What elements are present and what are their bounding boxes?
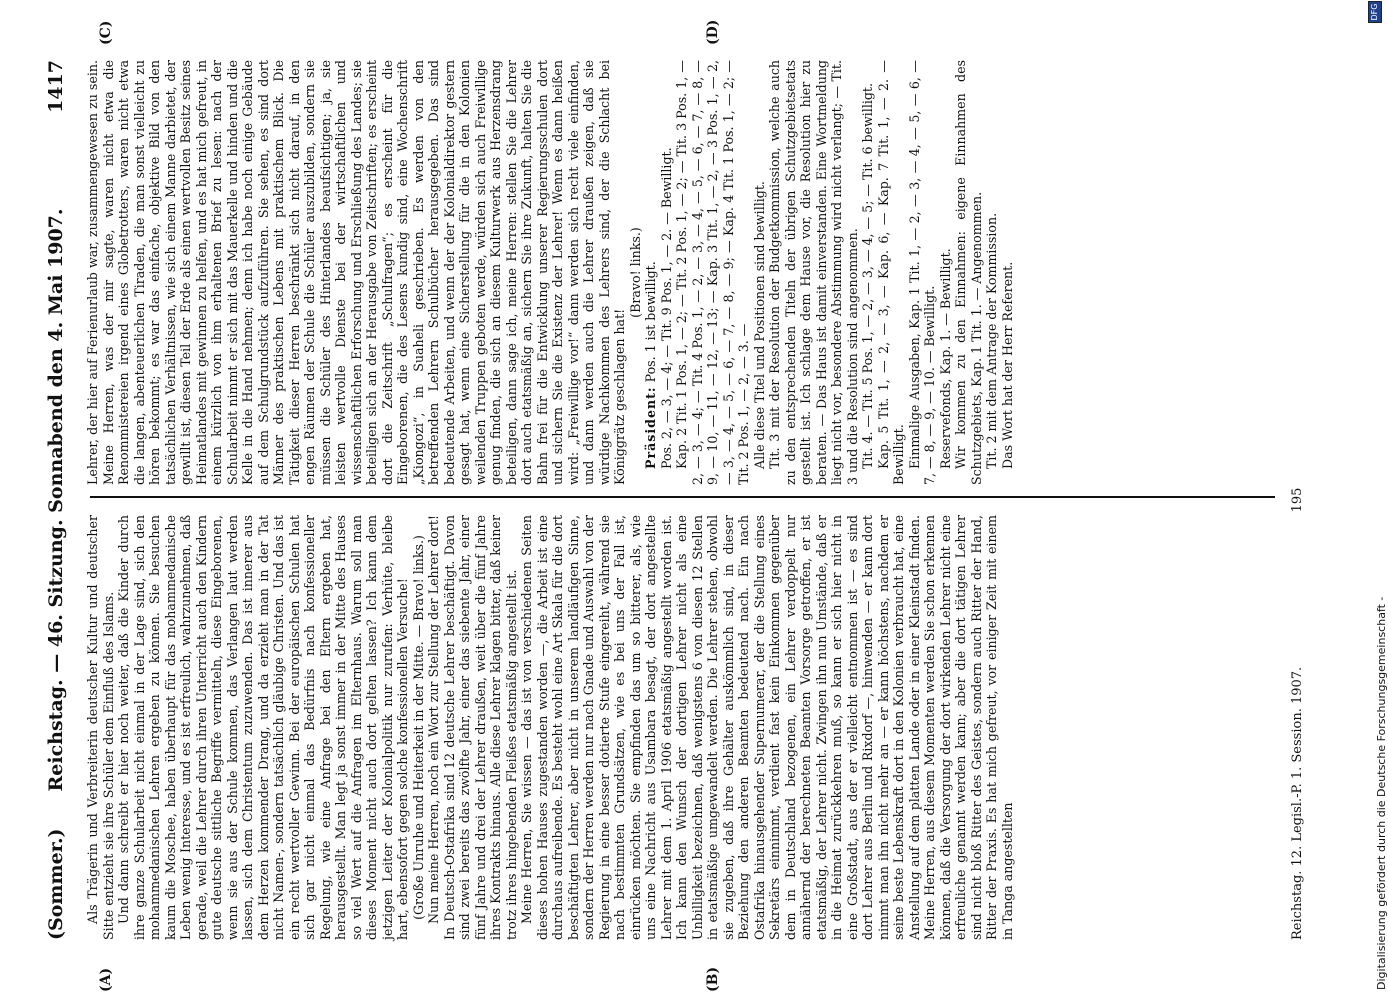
margin-marker-c: (C) — [98, 20, 114, 45]
margin-marker-a: (A) — [98, 967, 114, 992]
vote-item: Tit. 3 mit der Resolution der Budgetkommission, welche auch zu den entsprechenden Titeln der übrigen Schutzgebietsetats gestellt ist. Ich schlage dem Hause vor, die Resolution hier zu beraten. — Das Haus ist damit einverstanden. Eine Wortmeldung liegt nicht vor, besondere Abstimmung wird nicht verlangt; — Tit. 3 und die Resolution sind angenommen. — [767, 60, 860, 485]
header-left: (Sommer.) — [45, 828, 67, 940]
vote-item: Einmalige Ausgaben, Kap. 1 Tit. 1, — 2, — 3, — 4, — 5, — 6, — 7, — 8, — 9, — 10. — Bewilligt. — [906, 60, 937, 485]
speaker-label: Präsident: — [643, 386, 658, 469]
paragraph: Meine Herren, Sie wissen — das ist von verschiedenen Seiten dieses hohen Hauses zugestanden worden —, die Arbeit ist eine durchaus aufreibende. Es besteht wohl eine Art Skala für die dort beschäftigten Lehrer, aber nicht in unserem landläufigen Sinne, sondern der Herren werden nur nach Gnade und Auswahl von der Regierung in eine besser dotierte Stufe eingereiht, während sie nach bestimmten Grundsätzen, wie es bei uns der Fall ist, einrücken möchten. Sie empfinden das um so bitterer, als, wie uns eine Nachricht aus Usambara besagt, der dort angestellte Lehrer mit dem 1. April 1906 etatsmäßig angestellt worden ist. Ich kann den Wunsch der dortigen Lehrer nicht als eine Unbilligkeit bezeichnen, daß wenigstens 6 von diesen 12 Stellen in etatsmäßige umgewandelt werden. Die Lehrer stehen, obwohl sie zugeben, daß ihre Gehälter auskömmlich sind, in dieser Beziehung den anderen Beamten bedeutend nach. Ein nach Ostafrika hinausgehender Supernumerar, der die Stellung eines Sekretärs einnimmt, verdient fast kein Einkommen gegenüber dem in Deutschland bezogenen, ein Lehrer verdoppelt nur annähernd der berechneten Beamten Vorsorge getroffen, er ist etatsmäßig, der Lehrer nicht. Zwingen ihn nun Umstände, daß er in die Heimat zurückkehren muß, so kann er sich hier nicht in eine Großstadt, aus der er vielleicht entnommen ist — es sind dort Lehrer aus Berlin und Rixdorf —, hinwenden — er kann dort nimmt man ihn nicht mehr an — er kann höchstens, nachdem er seine beste Lebenskraft dort in den Kolonien verbraucht hat, eine Anstellung auf dem platten Lande oder in einer Kleinstadt finden. Meine Herren, aus diesem Momenten werden Sie schon erkennen können, daß die Versorgung der dort wirkenden Lehrer nicht eine erfreuliche genannt werden kann; aber die dort tätigen Lehrer sind nicht bloß Ritter des Geistes, sondern auch Ritter der Hand, Ritter der Praxis. Es hat mich gefreut, vor einiger Zeit mit einem in Tanga angestellten — [519, 515, 1015, 940]
interjection: (Große Unruhe und Heiterkeit in der Mitte. — Bravo! links.) — [410, 535, 426, 920]
vote-item: Pos. 2, — 3, — 4; — Tit. 9 Pos. 1, — 2. — Bewilligt. — [658, 147, 674, 469]
margin-marker-d: (D) — [705, 19, 721, 45]
page-header — [45, 60, 75, 940]
margin-marker-b: (B) — [705, 966, 721, 992]
interjection: (Bravo! links.) — [627, 227, 643, 318]
footer-left: Reichstag. 12. Legisl.-P. 1. Session. 1907. — [1290, 666, 1305, 940]
paragraph: Nun meine Herren, noch ein Wort zur Stellung der Lehrer dort! In Deutsch-Ostafrika sind 12 deutsche Lehrer beschäftigt. Davon sind zwei bereits das zwölfte Jahr, einer das siebente Jahr, einer fünf Jahre und drei der Lehrer draußen, weit über die fünf Jahre ihres Kontrakts hinaus. Alle diese Lehrer klagen bitter, daß keiner trotz ihres hingebenden Fleißes etatsmäßig angestellt ist. — [426, 515, 519, 940]
speaker-text: Pos. 1 ist bewilligt. — [643, 261, 658, 383]
text-columns — [85, 60, 1280, 940]
vote-item: Wir kommen zu den Einnahmen: eigene Einnahmen des Schutzgebiets, Kap. 1 Tit. 1. — Angenommen. — [953, 60, 984, 485]
vote-item: Kap. 5 Tit. 1, — 2, — 3, — Kap. 6, — Kap. 7 Tit. 1, — 2. — Bewilligt. — [875, 60, 906, 485]
vote-item: Das Wort hat der Herr Referent. — [999, 261, 1015, 469]
header-title: Reichstag. — 46. Sitzung. Sonnabend den 4. Mai 1907. — [45, 208, 67, 792]
page-number: 1417 — [45, 60, 67, 113]
vote-item: Kap. 2 Tit. 1 Pos. 1, — 2; — Tit. 2 Pos. 1, — 2; — Tit. 3 Pos. 1, — 2, — 3, — 4; — Tit. 4 Pos. 1, — 2, — 3, — 4, — 5, — 6, — 7, — 8, — 9, — 10, — 11, — 12, — 13; — Kap. 3 Tit. 1, — 2, — 3 Pos. 1, — 2, — 3, — 4, — 5, — 6, — 7, — 8, — 9; — Kap. 4 Tit. 1 Pos. 1, — 2; — Tit. 2 Pos. 1, — 2, — 3. — — [674, 60, 751, 485]
vote-item: Tit. 4. — Tit. 5 Pos. 1, — 2, — 3, — 4, — 5; — Tit. 6 bewilligt. — [860, 83, 875, 469]
vote-item: Alle diese Titel und Positionen sind bewilligt. — [751, 181, 767, 469]
paragraph: Als Trägerin und Verbreiterin deutscher Kultur und deutscher Sitte entzieht sie ihre Schüler dem Einfluß des Islams. — [85, 515, 116, 940]
digitization-credit: Digitalisierung gefördert durch die Deutsche Forschungsgemeinschaft - — [1375, 596, 1388, 990]
dfg-logo-icon: DFG — [1368, 1, 1382, 23]
left-column — [85, 515, 1280, 940]
right-column — [85, 60, 1280, 485]
vote-item: Tit. 2 mit dem Antrage der Kommission. — [984, 212, 999, 469]
vote-item: Reservefonds, Kap. 1. — Bewilligt. — [937, 248, 953, 469]
president-statement — [643, 60, 659, 485]
footer-page-number: 195 — [1290, 487, 1305, 513]
paragraph: Lehrer, der hier auf Ferienurlaub war, zusammengewesen zu sein. Meine Herren, was der mir sagte, waren nicht etwa die Renommistereien irgend eines Globetrotters, waren nicht etwa die langen, abenteuerlichen Tiraden, die man sonst vielleicht zu hören bekommt; es war das einfache, objektive Bild von den tatsächlichen Verhältnissen, wie sich einem Manne darbietet, der gewillt ist, diesen Teil der Erde als einen wertvollen Besitz seines Heimatlandes mit gewinnen zu helfen, und es hat mich gefreut, in einem kürzlich von ihm erhaltenen Brief zu lesen: nach der Schularbeit nimmt er sich mit das Mauerkelle und hinden und die Kelle in die Hand nehmen; denn ich habe noch einige Gebäude auf dem Schulgrundstück aufzuführen. Sie sehen, es sind dort Männer des praktischen Lebens mit praktischem Blick. Die Tätigkeit dieser Herren beschränkt sich nicht darauf, in den engen Räumen der Schule die Schüler auszubilden, sondern sie müssen die Schüler des Hinterlandes beaufsichtigen; ja, sie leisten wertvolle Dienste bei der wirtschaftlichen und wissenschaftlichen Erforschung und Erschließung des Landes; sie beteiligen sich an der Herausgabe von Zeitschriften; es erscheint dort die Zeitschrift „Schulfragen“; es erscheint für die Eingeborenen, die des Lesens kundig sind, eine Wochenschrift „Kiongozi“, in Suaheli geschrieben. Es werden von den betreffenden Lehrern Schulbücher herausgegeben. Das sind bedeutende Arbeiten, und wenn der der Kolonialdirektor gestern gesagt hat, wenn eine Sicherstellung für die in den Kolonien weilenden Truppen geboten werde, würden sich auch Freiwillige genug finden, die sich an diesem Kulturwerk aus Herzensdrang beteiligen, dann sage ich, meine Herren: stellen Sie die Lehrer dort auch etatsmäßig an, sichern Sie ihre Zukunft, halten Sie die Bahn frei für die Entwicklung unserer Regierungsschulen dort und sichern Sie die Existenz der Lehrer! Wenn es dann heißen wird: „Freiwillige vor!“ dann werden sich recht viele einfinden, und dann werden auch die Lehrer draußen zeigen, daß sie würdige Nachkommen des Lehrers sind, der die Schlacht bei Königgrätz geschlagen hat! — [85, 60, 627, 485]
paragraph: Und dann schreibt er hier noch weiter, daß die Kinder durch ihre ganze Schularbeit nicht einmal in der Lage sind, sich den mohammedanischen Lehren ergeben zu können. Sie besuchen kaum die Moschee, haben überhaupt für das mohammedanische Leben wenig Interesse, und es ist erfreulich, wahrzunehmen, daß gerade, weil die Lehrer durch ihren Unterricht auch den Kindern gute deutsche sittliche Begriffe vermitteln, diese Eingeborenen, wenn sie aus der Schule kommen, das Verlangen laut werden lassen, sich dem Christentum zuzuwenden. Das ist innerer aus dem Herzen kommender Drang, und da erzieht man in der Tat nicht Namen-, sondern tatsächlich gläubige Christen. Und das ist ein recht wertvoller Gewinn. Bei der europäischen Schulen hat sich gar nicht einmal das Bedürfnis nach konfessioneller Regelung, wie eine Anfrage bei den Eltern ergeben hat, herausgestellt. Man legt ja sonst immer in der Mitte des Hauses so viel Wert auf die Anfragen im Elternhaus. Warum soll man dieses Moment nicht auch dort gelten lassen? Ich kann dem jetzigen Leiter der Kolonialpolitik nur zurufen: Verhüte, bleibe hart, ebensofort gegen solche konfessionellen Versuche! — [116, 515, 410, 940]
